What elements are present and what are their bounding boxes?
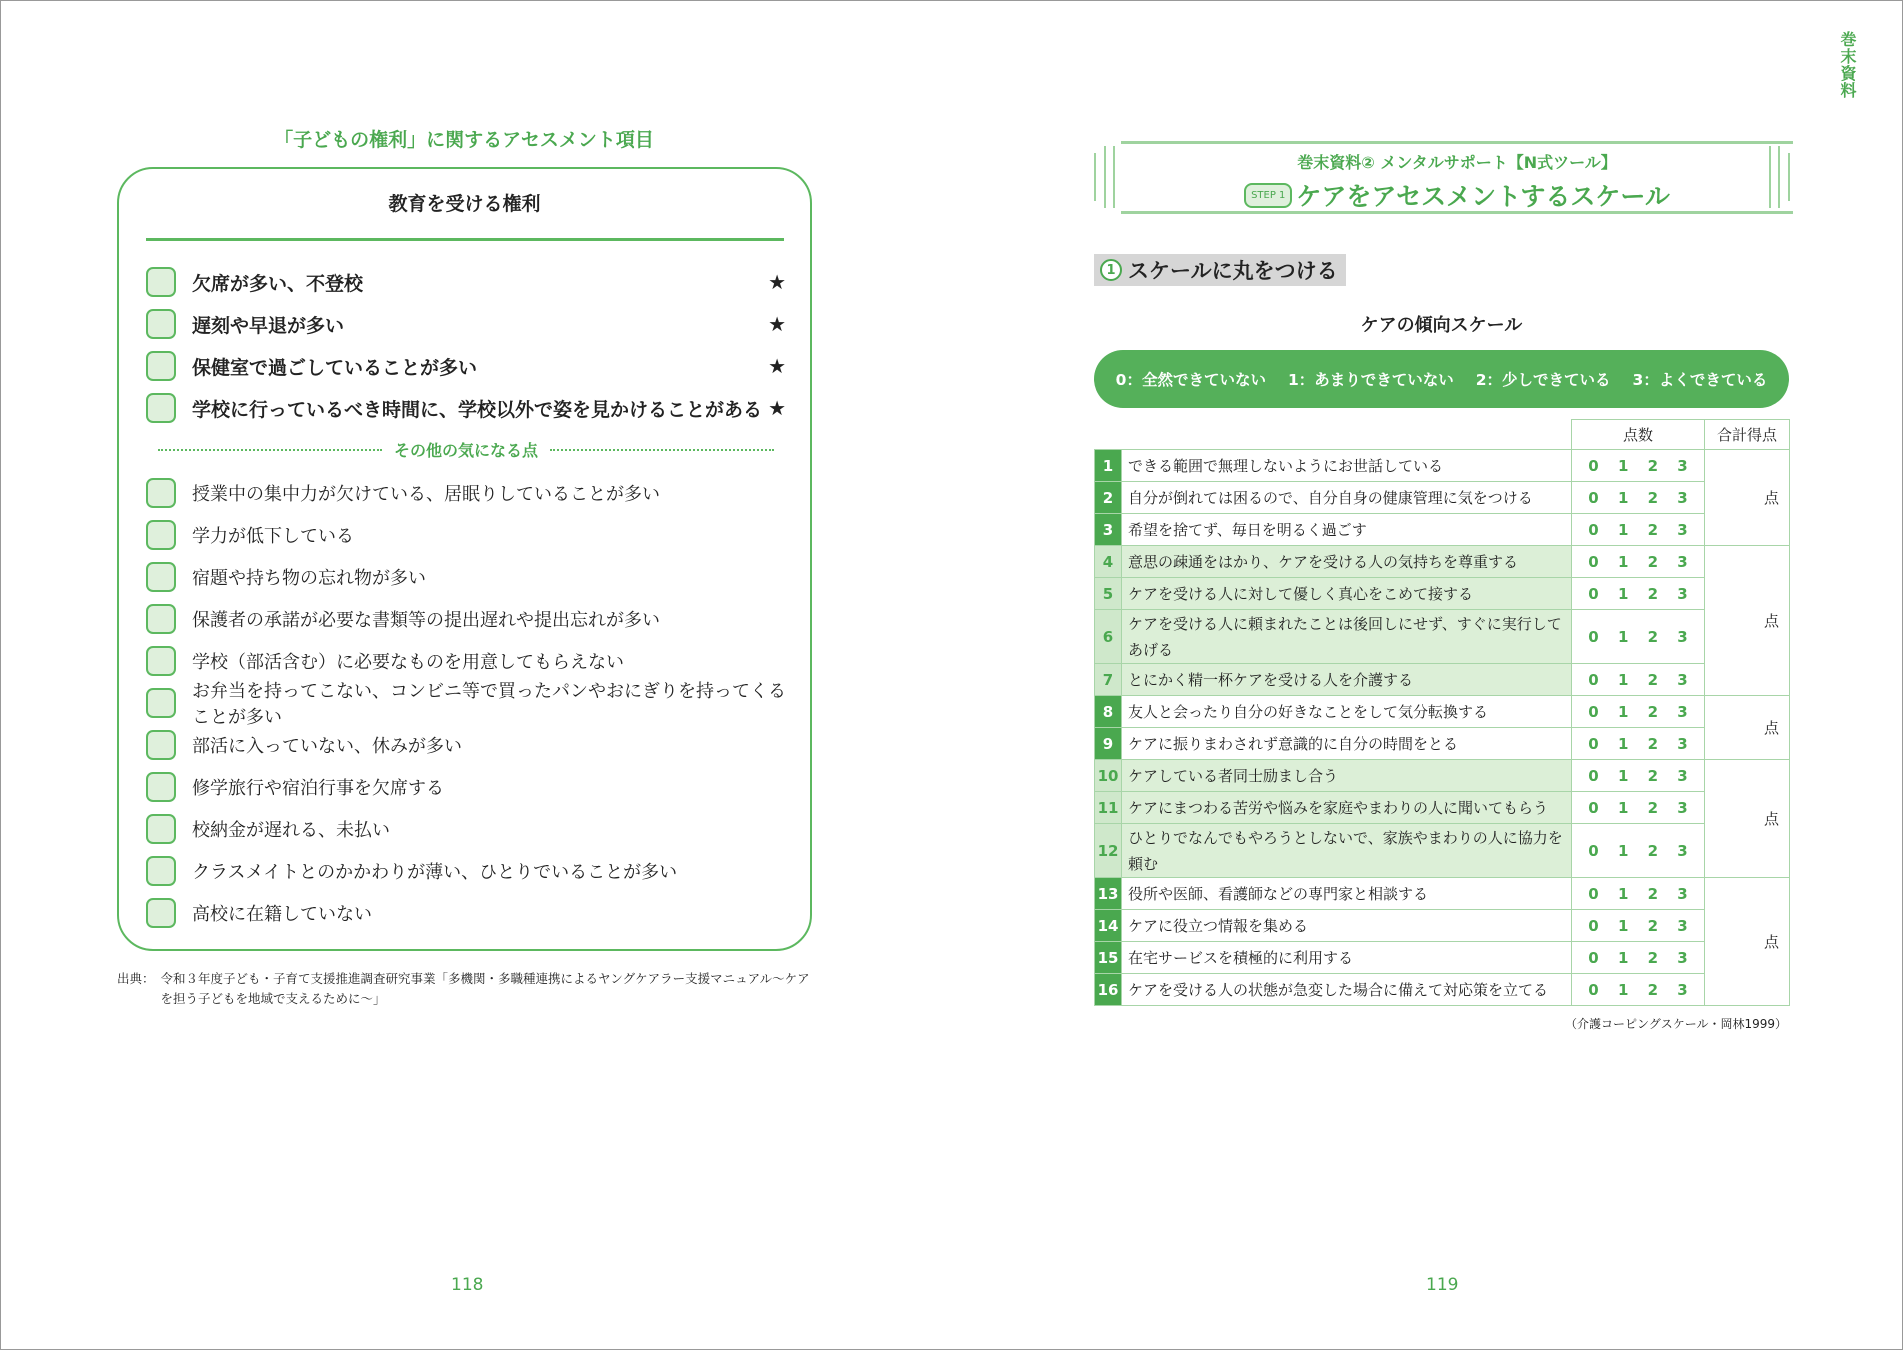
checkbox[interactable]: [146, 478, 176, 508]
table-row: [1095, 942, 1790, 974]
checkbox[interactable]: [146, 688, 176, 718]
header-title: ケアをアセスメントするスケール: [1296, 182, 1670, 211]
row-number: 16: [1095, 974, 1122, 1006]
checkbox[interactable]: [146, 520, 176, 550]
score-options[interactable]: 0 1 2 3: [1572, 878, 1705, 910]
row-number: 11: [1095, 792, 1122, 824]
main-item: [146, 308, 786, 340]
page-number-left: 118: [451, 1275, 484, 1295]
table-row: [1095, 974, 1790, 1006]
checkbox[interactable]: [146, 351, 176, 381]
score-options[interactable]: 0 1 2 3: [1572, 664, 1705, 696]
other-item: [146, 603, 786, 635]
row-number: 6: [1095, 610, 1122, 664]
group-total[interactable]: 点: [1705, 450, 1790, 546]
other-item: [146, 897, 786, 929]
checkbox[interactable]: [146, 604, 176, 634]
checkbox[interactable]: [146, 267, 176, 297]
main-item: [146, 392, 786, 424]
row-text: とにかく精一杯ケアを受ける人を介護する: [1122, 664, 1572, 696]
row-number: 2: [1095, 482, 1122, 514]
source-text: 令和３年度子ども・子育て支援推進調査研究事業「多機関・多職種連携によるヤングケアラー支援マニュアル～ケアを担う子どもを地域で支えるために～」: [160, 971, 810, 1006]
row-number: 10: [1095, 760, 1122, 792]
step-badge: STEP 1: [1244, 183, 1292, 208]
group-total[interactable]: 点: [1705, 878, 1790, 1006]
checkbox[interactable]: [146, 730, 176, 760]
row-text: 役所や医師、看護師などの専門家と相談する: [1122, 878, 1572, 910]
item-text: 遅刻や早退が多い: [192, 314, 345, 337]
item-text: 保健室で過ごしていることが多い: [192, 356, 478, 379]
star-icon: ★: [768, 312, 786, 336]
row-number: 12: [1095, 824, 1122, 878]
item-text: 部活に入っていない、休みが多い: [192, 736, 462, 757]
score-options[interactable]: 0 1 2 3: [1572, 514, 1705, 546]
score-options[interactable]: 0 1 2 3: [1572, 578, 1705, 610]
checkbox[interactable]: [146, 309, 176, 339]
row-text: ケアを受ける人に対して優しく真心をこめて接する: [1122, 578, 1572, 610]
other-item: [146, 855, 786, 887]
row-number: 1: [1095, 450, 1122, 482]
other-points-divider: [146, 438, 786, 461]
main-item: [146, 350, 786, 382]
blank-header: [1095, 420, 1572, 450]
divider-label: その他の気になる点: [394, 441, 539, 460]
row-number: 8: [1095, 696, 1122, 728]
row-text: ひとりでなんでもやろうとしないで、家族やまわりの人に協力を頼む: [1122, 824, 1572, 878]
row-number: 3: [1095, 514, 1122, 546]
header-subtitle: 巻末資料② メンタルサポート【N式ツール】: [1297, 153, 1617, 172]
checkbox[interactable]: [146, 393, 176, 423]
section-title: スケールに丸をつける: [1128, 259, 1338, 283]
checkbox[interactable]: [146, 856, 176, 886]
table-row: [1095, 878, 1790, 910]
footnote: （介護コーピングスケール・岡林1999）: [1565, 1017, 1787, 1031]
row-text: ケアにまつわる苦労や悩みを家庭やまわりの人に聞いてもらう: [1122, 792, 1572, 824]
row-text: ケアに振りまわされず意識的に自分の時間をとる: [1122, 728, 1572, 760]
table-row: [1095, 792, 1790, 824]
source-citation: [117, 969, 817, 1009]
score-options[interactable]: 0 1 2 3: [1572, 482, 1705, 514]
checkbox[interactable]: [146, 772, 176, 802]
group-total[interactable]: 点: [1705, 760, 1790, 878]
row-text: 意思の疎通をはかり、ケアを受ける人の気持ちを尊重する: [1122, 546, 1572, 578]
other-item: [146, 477, 786, 509]
score-options[interactable]: 0 1 2 3: [1572, 696, 1705, 728]
row-number: 15: [1095, 942, 1122, 974]
legend-item: 1：あまりできていない: [1287, 371, 1454, 389]
deco-bar: [1104, 146, 1106, 208]
other-item: [146, 771, 786, 803]
legend-item: 2：少しできている: [1475, 371, 1611, 389]
row-text: 友人と会ったり自分の好きなことをして気分転換する: [1122, 696, 1572, 728]
row-text: 在宅サービスを積極的に利用する: [1122, 942, 1572, 974]
table-row: [1095, 728, 1790, 760]
table-row: [1095, 546, 1790, 578]
score-options[interactable]: 0 1 2 3: [1572, 792, 1705, 824]
page-header: [1121, 141, 1793, 214]
score-options[interactable]: 0 1 2 3: [1572, 760, 1705, 792]
row-number: 14: [1095, 910, 1122, 942]
score-options[interactable]: 0 1 2 3: [1572, 450, 1705, 482]
score-options[interactable]: 0 1 2 3: [1572, 910, 1705, 942]
section-number-icon: 1: [1100, 259, 1122, 281]
assessment-title: 「子どもの権利」に関するアセスメント項目: [274, 129, 654, 151]
item-text: 授業中の集中力が欠けている、居眠りしていることが多い: [192, 484, 660, 505]
source-label: 出典：: [117, 971, 155, 986]
checkbox[interactable]: [146, 646, 176, 676]
score-options[interactable]: 0 1 2 3: [1572, 942, 1705, 974]
table-row: [1095, 760, 1790, 792]
item-text: 学校に行っているべき時間に、学校以外で姿を見かけることがある: [192, 398, 763, 421]
table-row: [1095, 514, 1790, 546]
total-header: 合計得点: [1705, 420, 1790, 450]
star-icon: ★: [768, 354, 786, 378]
score-options[interactable]: 0 1 2 3: [1572, 610, 1705, 664]
care-scale-table: [1094, 419, 1790, 1006]
row-text: ケアを受ける人に頼まれたことは後回しにせず、すぐに実行してあげる: [1122, 610, 1572, 664]
section-heading: 教育を受ける権利: [388, 193, 541, 215]
legend-item: 3：よくできている: [1632, 371, 1768, 389]
table-row: [1095, 482, 1790, 514]
page-number-right: 119: [1426, 1275, 1459, 1295]
score-options[interactable]: 0 1 2 3: [1572, 824, 1705, 878]
item-text: 保護者の承諾が必要な書類等の提出遅れや提出忘れが多い: [192, 610, 660, 631]
row-number: 13: [1095, 878, 1122, 910]
row-number: 7: [1095, 664, 1122, 696]
main-item: [146, 266, 786, 298]
item-text: クラスメイトとのかかわりが薄い、ひとりでいることが多い: [192, 862, 678, 883]
table-row: [1095, 610, 1790, 664]
item-text: お弁当を持ってこない、コンビニ等で買ったパンやおにぎりを持ってくることが多い: [192, 681, 786, 728]
row-text: ケアを受ける人の状態が急変した場合に備えて対応策を立てる: [1122, 974, 1572, 1006]
row-text: 自分が倒れては困るので、自分自身の健康管理に気をつける: [1122, 482, 1572, 514]
section-heading: [1094, 254, 1346, 286]
score-legend: [1094, 350, 1789, 408]
row-number: 5: [1095, 578, 1122, 610]
star-icon: ★: [768, 270, 786, 294]
score-options[interactable]: 0 1 2 3: [1572, 728, 1705, 760]
star-icon: ★: [768, 396, 786, 420]
header-title-row: [1121, 177, 1793, 213]
item-text: 学校（部活含む）に必要なものを用意してもらえない: [192, 652, 624, 673]
row-text: できる範囲で無理しないようにお世話している: [1122, 450, 1572, 482]
checkbox[interactable]: [146, 814, 176, 844]
table-row: [1095, 450, 1790, 482]
other-item: [146, 729, 786, 761]
table-row: [1095, 910, 1790, 942]
other-item: [146, 645, 786, 677]
item-text: 校納金が遅れる、未払い: [192, 820, 390, 841]
scale-title: ケアの傾向スケール: [1360, 315, 1523, 336]
table-row: [1095, 664, 1790, 696]
checkbox[interactable]: [146, 898, 176, 928]
legend-item: 0：全然できていない: [1115, 371, 1266, 389]
other-item: [146, 813, 786, 845]
table-row: [1095, 696, 1790, 728]
row-text: ケアに役立つ情報を集める: [1122, 910, 1572, 942]
item-text: 修学旅行や宿泊行事を欠席する: [192, 778, 444, 799]
score-options[interactable]: 0 1 2 3: [1572, 546, 1705, 578]
table-row: [1095, 578, 1790, 610]
row-text: ケアしている者同士励まし合う: [1122, 760, 1572, 792]
score-header: 点数: [1572, 420, 1705, 450]
group-total[interactable]: 点: [1705, 696, 1790, 760]
item-text: 高校に在籍していない: [192, 904, 372, 925]
other-item: [146, 519, 786, 551]
deco-bar: [1113, 146, 1115, 208]
side-tab: 巻末資料: [1838, 31, 1857, 99]
item-text: 宿題や持ち物の忘れ物が多い: [192, 568, 426, 589]
checkbox[interactable]: [146, 562, 176, 592]
other-item: [146, 681, 786, 728]
score-options[interactable]: 0 1 2 3: [1572, 974, 1705, 1006]
other-item: [146, 561, 786, 593]
item-text: 欠席が多い、不登校: [192, 272, 364, 295]
row-number: 4: [1095, 546, 1122, 578]
heading-rule: [146, 238, 784, 241]
row-number: 9: [1095, 728, 1122, 760]
deco-bar: [1094, 153, 1096, 201]
group-total[interactable]: 点: [1705, 546, 1790, 696]
row-text: 希望を捨てず、毎日を明るく過ごす: [1122, 514, 1572, 546]
item-text: 学力が低下している: [192, 526, 354, 547]
table-row: [1095, 824, 1790, 878]
